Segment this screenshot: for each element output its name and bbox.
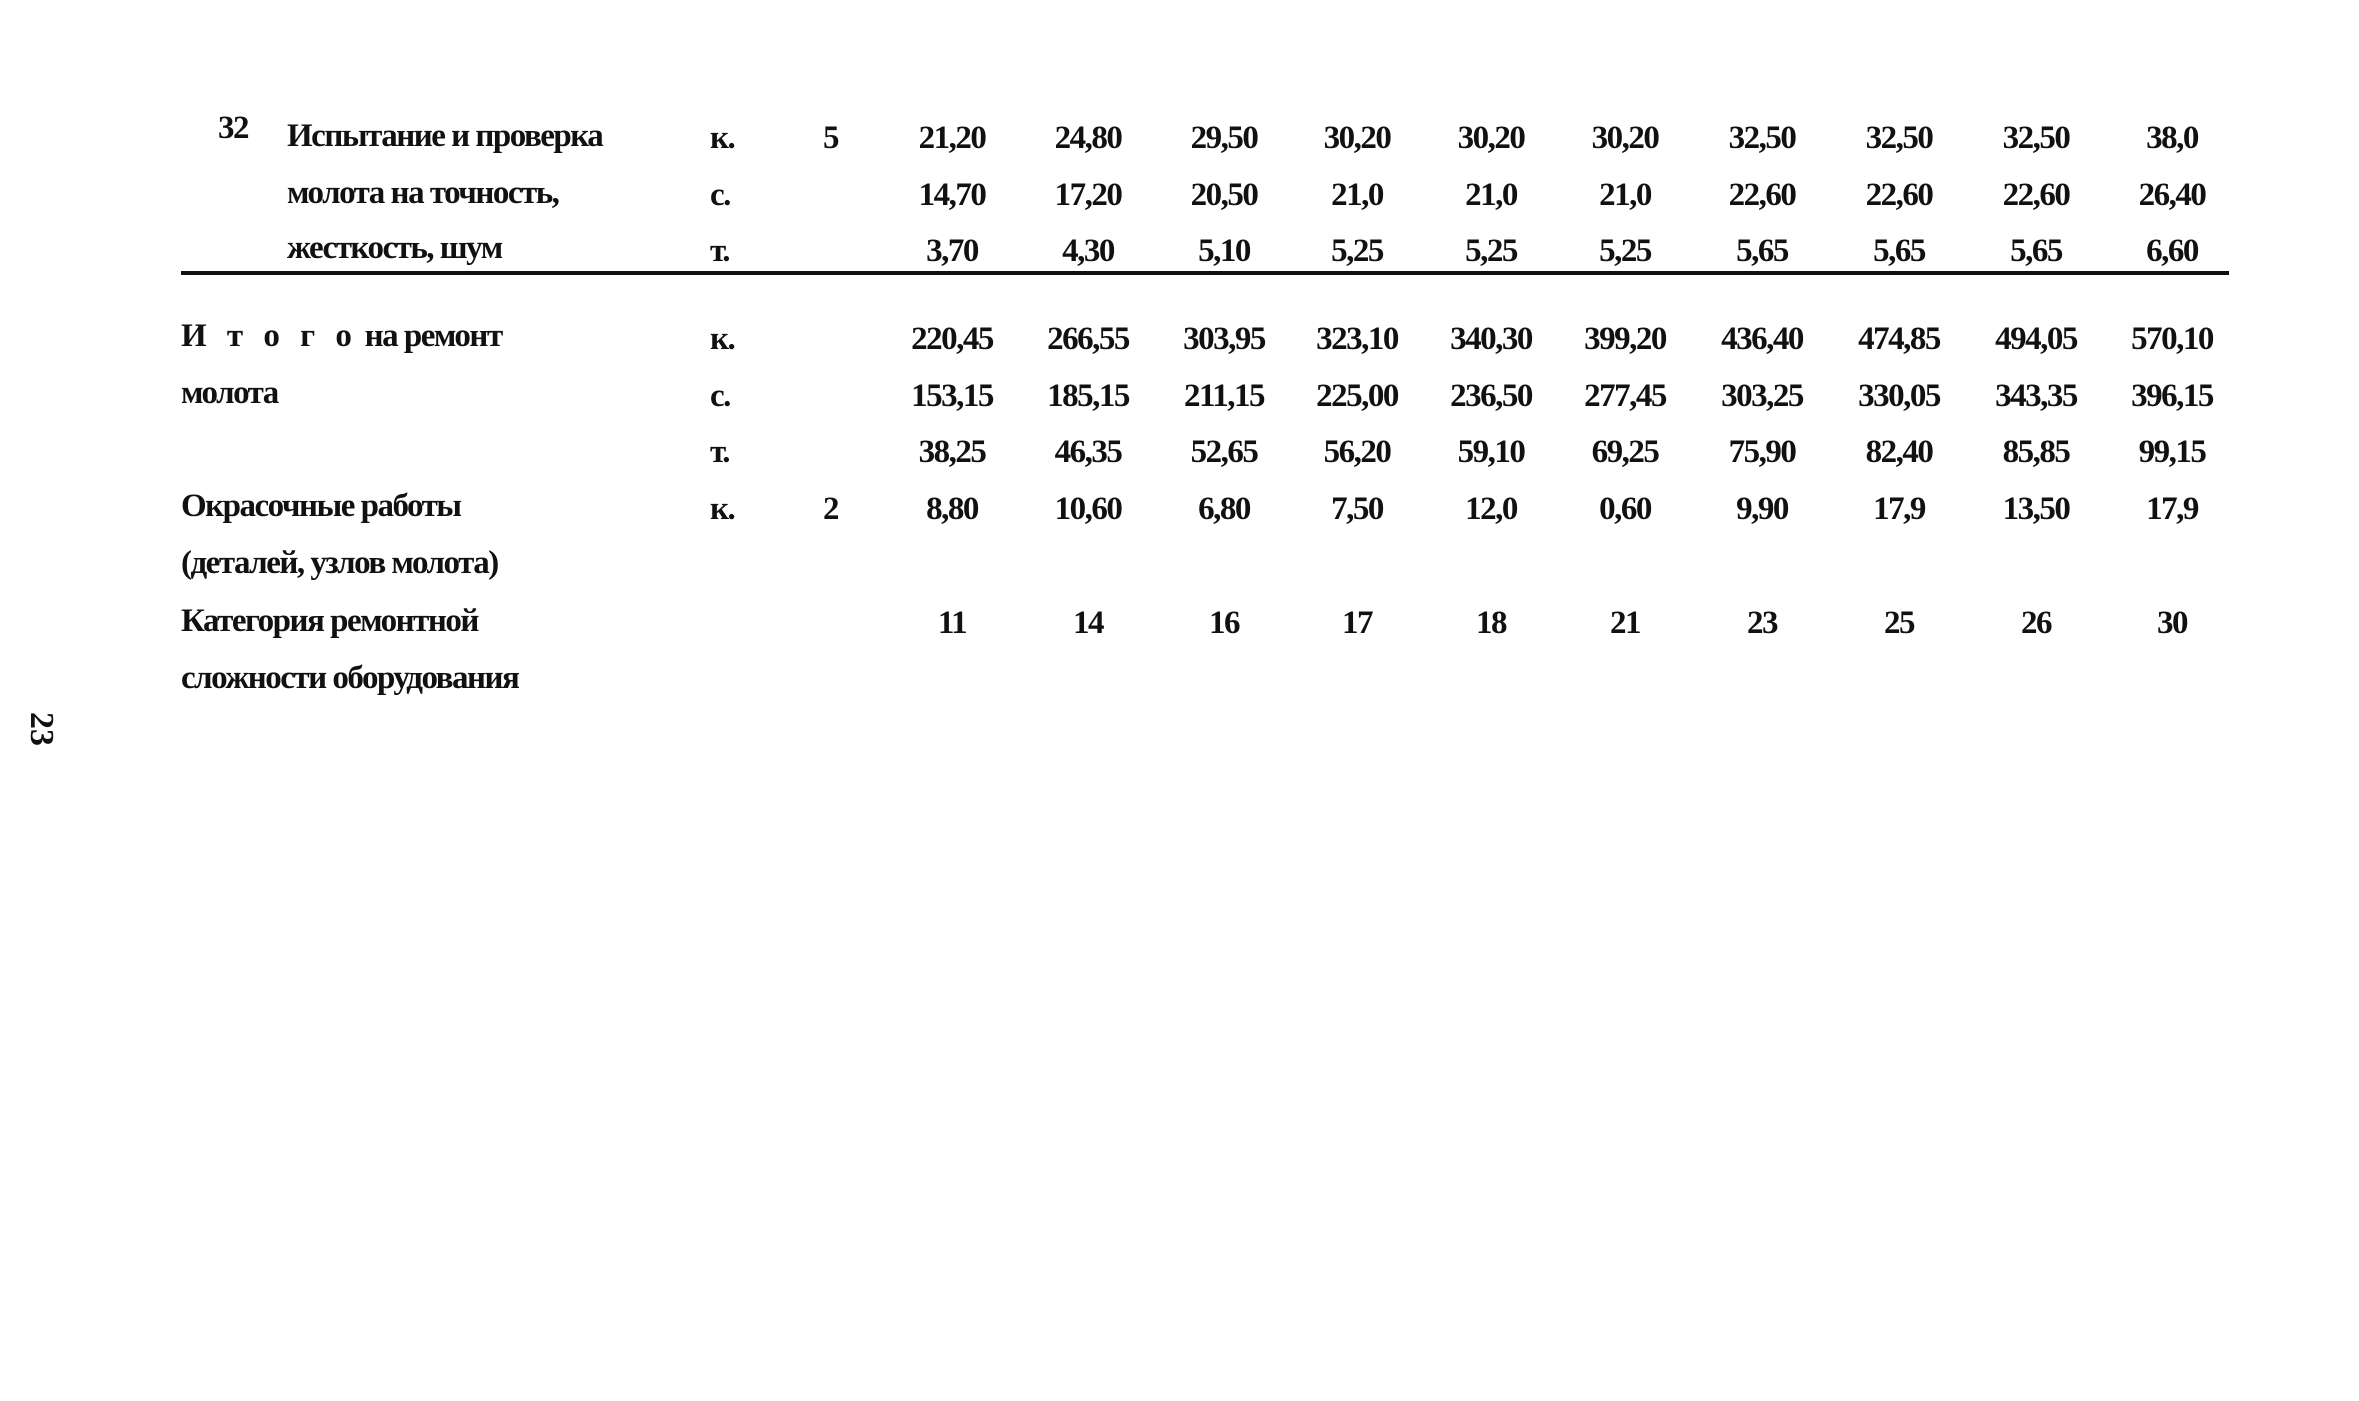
value-cell: 75,90	[1728, 434, 1796, 470]
painting-label-line-2: (деталей, узлов молота)	[181, 545, 498, 581]
value-cell: 8,80	[926, 491, 978, 527]
value-cell: 153,15	[911, 378, 993, 414]
value-cell: 30,20	[1457, 120, 1525, 156]
value-cell: 399,20	[1584, 321, 1666, 357]
value-cell: 52,65	[1190, 434, 1258, 470]
value-cell: 7,50	[1331, 491, 1383, 527]
value-cell: 5,25	[1331, 233, 1383, 269]
value-cell: 570,10	[2131, 321, 2213, 357]
total-unit: с.	[710, 378, 730, 414]
row-unit: т.	[710, 233, 729, 269]
value-cell: 22,60	[1865, 177, 1933, 213]
value-cell: 30,20	[1323, 120, 1391, 156]
row-unit: к.	[710, 120, 735, 156]
value-cell: 38,25	[918, 434, 986, 470]
value-cell: 303,95	[1183, 321, 1265, 357]
value-cell: 396,15	[2131, 378, 2213, 414]
row-name-line-3: жесткость, шум	[287, 230, 502, 266]
value-cell: 46,35	[1054, 434, 1122, 470]
total-label-line-2: молота	[181, 375, 278, 411]
row-name-line-1: Испытание и проверка	[287, 118, 603, 154]
table-divider	[181, 271, 2229, 275]
value-cell: 330,05	[1858, 378, 1940, 414]
value-cell: 26,40	[2138, 177, 2206, 213]
value-cell: 24,80	[1054, 120, 1122, 156]
value-cell: 17,9	[1873, 491, 1925, 527]
value-cell: 21,0	[1599, 177, 1651, 213]
value-cell: 343,35	[1995, 378, 2077, 414]
value-cell: 185,15	[1047, 378, 1129, 414]
value-cell: 59,10	[1457, 434, 1525, 470]
value-cell: 494,05	[1995, 321, 2077, 357]
value-cell: 16	[1209, 605, 1239, 641]
value-cell: 303,25	[1721, 378, 1803, 414]
value-cell: 30	[2157, 605, 2187, 641]
total-label	[181, 320, 502, 353]
row-coefficient: 5	[823, 120, 838, 156]
value-cell: 85,85	[2002, 434, 2070, 470]
value-cell: 5,65	[2010, 233, 2062, 269]
value-cell: 21,20	[918, 120, 986, 156]
value-cell: 14	[1073, 605, 1103, 641]
page-number: 23	[23, 712, 60, 746]
value-cell: 25	[1884, 605, 1914, 641]
painting-coefficient: 2	[823, 491, 838, 527]
value-cell: 5,65	[1736, 233, 1788, 269]
value-cell: 9,90	[1736, 491, 1788, 527]
value-cell: 22,60	[1728, 177, 1796, 213]
value-cell: 11	[937, 605, 967, 641]
value-cell: 10,60	[1054, 491, 1122, 527]
value-cell: 56,20	[1323, 434, 1391, 470]
value-cell: 5,65	[1873, 233, 1925, 269]
value-cell: 4,30	[1062, 233, 1114, 269]
value-cell: 38,0	[2146, 120, 2198, 156]
value-cell: 29,50	[1190, 120, 1258, 156]
total-unit: т.	[710, 434, 729, 470]
painting-unit: к.	[710, 491, 735, 527]
value-cell: 17,20	[1054, 177, 1122, 213]
row-number: 32	[218, 110, 248, 146]
value-cell: 5,10	[1198, 233, 1250, 269]
value-cell: 340,30	[1450, 321, 1532, 357]
value-cell: 225,00	[1316, 378, 1398, 414]
value-cell: 436,40	[1721, 321, 1803, 357]
value-cell: 99,15	[2138, 434, 2206, 470]
value-cell: 23	[1747, 605, 1777, 641]
value-cell: 236,50	[1450, 378, 1532, 414]
value-cell: 32,50	[2002, 120, 2070, 156]
value-cell: 17	[1342, 605, 1372, 641]
value-cell: 211,15	[1184, 378, 1264, 414]
value-cell: 323,10	[1316, 321, 1398, 357]
total-label-rest: на ремонт	[357, 318, 502, 354]
value-cell: 6,60	[2146, 233, 2198, 269]
value-cell: 277,45	[1584, 378, 1666, 414]
total-unit: к.	[710, 321, 735, 357]
value-cell: 220,45	[911, 321, 993, 357]
value-cell: 3,70	[926, 233, 978, 269]
value-cell: 12,0	[1465, 491, 1517, 527]
value-cell: 32,50	[1865, 120, 1933, 156]
value-cell: 30,20	[1591, 120, 1659, 156]
value-cell: 0,60	[1599, 491, 1651, 527]
row-unit: с.	[710, 177, 730, 213]
value-cell: 26	[2021, 605, 2051, 641]
value-cell: 21,0	[1331, 177, 1383, 213]
category-label-line-1: Категория ремонтной	[181, 603, 478, 639]
value-cell: 474,85	[1858, 321, 1940, 357]
painting-label-line-1: Окрасочные работы	[181, 488, 461, 524]
value-cell: 69,25	[1591, 434, 1659, 470]
value-cell: 82,40	[1865, 434, 1933, 470]
value-cell: 32,50	[1728, 120, 1796, 156]
value-cell: 13,50	[2002, 491, 2070, 527]
row-name-line-2: молота на точность,	[287, 175, 559, 211]
value-cell: 17,9	[2146, 491, 2198, 527]
value-cell: 266,55	[1047, 321, 1129, 357]
value-cell: 18	[1476, 605, 1506, 641]
value-cell: 20,50	[1190, 177, 1258, 213]
value-cell: 21	[1610, 605, 1640, 641]
value-cell: 6,80	[1198, 491, 1250, 527]
value-cell: 21,0	[1465, 177, 1517, 213]
value-cell: 5,25	[1599, 233, 1651, 269]
value-cell: 22,60	[2002, 177, 2070, 213]
total-label-spaced: И т о г о	[181, 318, 358, 354]
value-cell: 5,25	[1465, 233, 1517, 269]
category-label-line-2: сложности оборудования	[181, 660, 519, 696]
value-cell: 14,70	[918, 177, 986, 213]
